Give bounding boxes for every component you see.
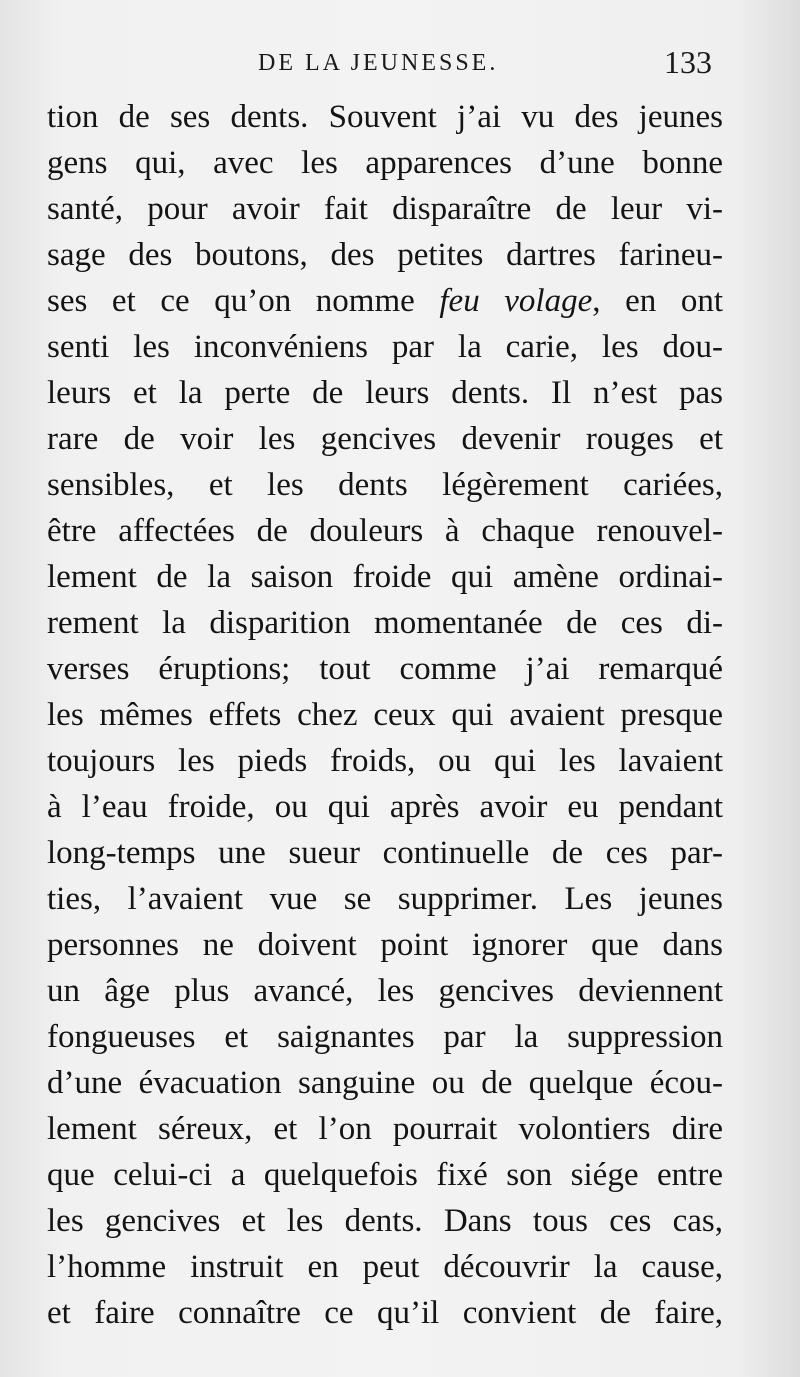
text-line: personnes ne doivent point ignorer que dans bbox=[47, 927, 723, 963]
text-line: d’une évacuation sanguine ou de quelque écou- bbox=[47, 1065, 723, 1101]
text-segment: ses et ce qu’on nomme bbox=[47, 283, 440, 319]
body-text bbox=[47, 94, 723, 1336]
text-line: être affectées de douleurs à chaque renouvel- bbox=[47, 513, 723, 549]
text-line: sage des boutons, des petites dartres farineu- bbox=[47, 237, 723, 273]
text-line: rare de voir les gencives devenir rouges et bbox=[47, 421, 723, 457]
text-line: tion de ses dents. Souvent j’ai vu des jeunes bbox=[47, 99, 723, 135]
text-line: lement de la saison froide qui amène ordinai- bbox=[47, 559, 723, 595]
text-line: fongueuses et saignantes par la suppression bbox=[47, 1019, 723, 1055]
text-line: rement la disparition momentanée de ces di- bbox=[47, 605, 723, 641]
text-line-with-italic bbox=[47, 278, 723, 324]
text-line: long-temps une sueur continuelle de ces par- bbox=[47, 835, 723, 871]
text-line: toujours les pieds froids, ou qui les lavaient bbox=[47, 743, 723, 779]
text-line: et faire connaître ce qu’il convient de faire, bbox=[47, 1295, 723, 1331]
text-line: senti les inconvéniens par la carie, les dou- bbox=[47, 329, 723, 365]
page-header bbox=[0, 44, 800, 84]
text-segment: , en ont bbox=[592, 283, 723, 319]
text-line: lement séreux, et l’on pourrait volontiers dire bbox=[47, 1111, 723, 1147]
text-line: gens qui, avec les apparences d’une bonne bbox=[47, 145, 723, 181]
text-line: l’homme instruit en peut découvrir la cause, bbox=[47, 1249, 723, 1285]
text-line: les mêmes effets chez ceux qui avaient presque bbox=[47, 697, 723, 733]
text-line: que celui-ci a quelquefois fixé son siége entre bbox=[47, 1157, 723, 1193]
text-line: un âge plus avancé, les gencives deviennent bbox=[47, 973, 723, 1009]
italic-term: feu volage bbox=[439, 283, 593, 319]
text-line: leurs et la perte de leurs dents. Il n’est pas bbox=[47, 375, 723, 411]
text-line: les gencives et les dents. Dans tous ces cas, bbox=[47, 1203, 723, 1239]
text-line: à l’eau froide, ou qui après avoir eu pendant bbox=[47, 789, 723, 825]
page-number: 133 bbox=[664, 44, 712, 80]
running-title: DE LA JEUNESSE. bbox=[258, 50, 499, 76]
text-line: verses éruptions; tout comme j’ai remarqué bbox=[47, 651, 723, 687]
text-line: ties, l’avaient vue se supprimer. Les jeunes bbox=[47, 881, 723, 917]
text-line: santé, pour avoir fait disparaître de leur vi- bbox=[47, 191, 723, 227]
text-line: sensibles, et les dents légèrement cariées, bbox=[47, 467, 723, 503]
